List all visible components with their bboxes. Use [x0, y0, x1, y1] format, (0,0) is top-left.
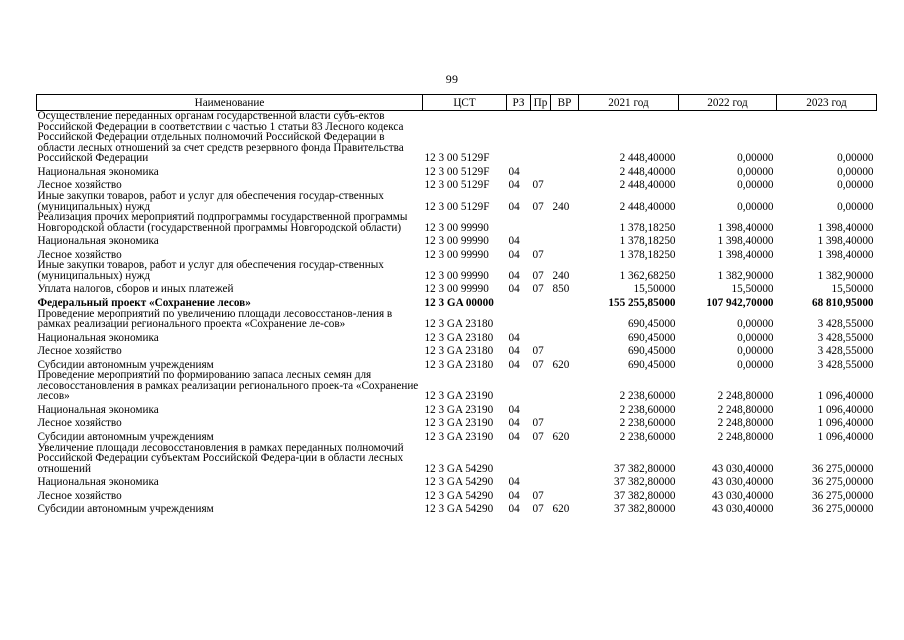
cell-2022: 2 248,80000 [717, 417, 774, 430]
cell-name: Субсидии автономным учреждениям [37, 358, 214, 371]
cell-2022: 1 382,90000 [717, 269, 774, 282]
cell-vr: 240 [552, 269, 570, 282]
cell-vr [551, 212, 579, 233]
cell-pr: 07 [532, 179, 544, 192]
cell-2021: 2 448,40000 [619, 152, 676, 165]
cell-rz [507, 212, 531, 233]
cell-2023: 15,50000 [831, 283, 874, 296]
cell-cst: 12 3 GA 23190 [424, 403, 494, 416]
cell-cst: 12 3 00 99990 [424, 283, 489, 296]
column-header-vr: ВР [551, 95, 579, 111]
cell-name: Лесное хозяйство [37, 345, 122, 358]
cell-2022: 1 398,40000 [717, 221, 774, 234]
cell-rz [507, 111, 531, 164]
cell-vr [551, 164, 579, 178]
cell-name: Проведение мероприятий по формированию запаса лесных семян для лесовосстановления в рамках реализации регионального проек-та «Сохранение лесов» [37, 369, 419, 403]
cell-name: Лесное хозяйство [37, 248, 122, 261]
cell-2022: 0,00000 [737, 152, 774, 165]
cell-2022: 2 248,80000 [717, 403, 774, 416]
cell-cst: 12 3 GA 23180 [424, 331, 494, 344]
cell-2022: 2 248,80000 [717, 430, 774, 443]
cell-name: Национальная экономика [37, 403, 159, 416]
cell-2021: 37 382,80000 [613, 476, 676, 489]
table-row [37, 295, 877, 309]
cell-name: Национальная экономика [37, 165, 159, 178]
column-header-2023: 2023 год [777, 95, 877, 111]
budget-table [36, 94, 877, 515]
cell-rz: 04 [508, 200, 520, 213]
table-row [37, 443, 877, 475]
cell-name: Национальная экономика [37, 235, 159, 248]
cell-pr: 07 [532, 430, 544, 443]
cell-rz: 04 [508, 331, 520, 344]
cell-pr: 07 [532, 248, 544, 261]
cell-2021: 37 382,80000 [613, 489, 676, 502]
page-number: 99 [445, 72, 459, 86]
cell-vr: 620 [552, 430, 570, 443]
cell-2023: 1 096,40000 [817, 430, 874, 443]
cell-2023: 1 398,40000 [817, 248, 874, 261]
table-row [37, 282, 877, 296]
cell-rz: 04 [508, 430, 520, 443]
column-header-2022: 2022 год [679, 95, 777, 111]
cell-2022: 0,00000 [737, 318, 774, 331]
cell-pr [531, 164, 551, 178]
cell-2023: 3 428,55000 [817, 345, 874, 358]
header-row [37, 95, 877, 111]
table-row [37, 474, 877, 488]
table-row [37, 488, 877, 502]
cell-cst: 12 3 GA 00000 [424, 296, 494, 309]
cell-2022: 2 248,80000 [717, 390, 774, 403]
cell-2022: 1 398,40000 [717, 248, 774, 261]
cell-2023: 0,00000 [837, 152, 874, 165]
cell-vr [551, 343, 579, 357]
cell-2023: 1 398,40000 [817, 235, 874, 248]
cell-pr [531, 330, 551, 344]
cell-name: Лесное хозяйство [37, 179, 122, 192]
cell-2021: 37 382,80000 [613, 462, 676, 475]
cell-2021: 690,45000 [627, 331, 676, 344]
cell-pr [531, 212, 551, 233]
cell-pr [531, 402, 551, 416]
cell-2021: 2 448,40000 [619, 179, 676, 192]
cell-pr [531, 233, 551, 247]
cell-2021: 2 448,40000 [619, 200, 676, 213]
cell-vr: 620 [552, 503, 570, 516]
cell-cst: 12 3 00 5129F [424, 200, 490, 213]
cell-2023: 1 382,90000 [817, 269, 874, 282]
cell-vr: 620 [552, 358, 570, 371]
cell-rz [507, 309, 531, 330]
cell-pr [531, 474, 551, 488]
cell-rz: 04 [508, 476, 520, 489]
cell-2021: 37 382,80000 [613, 503, 676, 516]
cell-rz [507, 295, 531, 309]
table-row [37, 233, 877, 247]
cell-vr [551, 370, 579, 402]
cell-cst: 12 3 GA 54290 [424, 503, 494, 516]
table-row [37, 260, 877, 281]
cell-2022: 43 030,40000 [711, 462, 774, 475]
cell-2021: 690,45000 [627, 358, 676, 371]
cell-2023: 1 398,40000 [817, 221, 874, 234]
cell-cst: 12 3 GA 23190 [424, 417, 494, 430]
cell-cst: 12 3 00 5129F [424, 165, 490, 178]
cell-name: Иные закупки товаров, работ и услуг для обеспечения государ-ственных (муниципальных) нужд [37, 189, 384, 213]
cell-2022: 15,50000 [731, 283, 774, 296]
cell-name: Субсидии автономным учреждениям [37, 430, 214, 443]
cell-2021: 1 378,18250 [619, 235, 676, 248]
cell-2023: 1 096,40000 [817, 403, 874, 416]
cell-pr [531, 295, 551, 309]
table-row [37, 501, 877, 515]
cell-rz: 04 [508, 283, 520, 296]
cell-cst: 12 3 GA 54290 [424, 476, 494, 489]
cell-2021: 2 238,60000 [619, 430, 676, 443]
cell-cst: 12 3 00 99990 [424, 248, 489, 261]
cell-rz: 04 [508, 345, 520, 358]
cell-vr [551, 443, 579, 475]
cell-2023: 36 275,00000 [811, 489, 874, 502]
cell-2021: 1 362,68250 [619, 269, 676, 282]
cell-rz: 04 [508, 417, 520, 430]
cell-rz: 04 [508, 403, 520, 416]
cell-pr: 07 [532, 503, 544, 516]
cell-name: Увеличение площади лесовосстановления в рамках переданных полномочий Российской Федерации субъектам Российской Федера-ции в области лесных отношений [37, 441, 404, 475]
cell-2023: 68 810,95000 [811, 296, 874, 309]
cell-name: Национальная экономика [37, 476, 159, 489]
cell-cst: 12 3 00 99990 [424, 235, 489, 248]
cell-rz: 04 [508, 235, 520, 248]
cell-2023: 3 428,55000 [817, 318, 874, 331]
cell-vr [551, 177, 579, 191]
cell-pr: 07 [532, 345, 544, 358]
cell-vr [551, 488, 579, 502]
cell-2023: 3 428,55000 [817, 331, 874, 344]
table-header [37, 95, 877, 111]
cell-pr: 07 [532, 269, 544, 282]
cell-2022: 1 398,40000 [717, 235, 774, 248]
cell-name: Иные закупки товаров, работ и услуг для обеспечения государ-ственных (муниципальных) нужд [37, 259, 384, 282]
cell-name: Осуществление переданных органам государственной власти субъ-ектов Российской Федерации в соответствии с частью 1 статьи 83 Лесного кодекса Российской Федерации отдельных полномочий Российской Федерации в области лесных отношений за счет средств резервного фонда Правительства Российской Федерации [37, 110, 404, 165]
cell-pr: 07 [532, 417, 544, 430]
cell-2021: 2 448,40000 [619, 165, 676, 178]
cell-vr [551, 402, 579, 416]
cell-vr [551, 474, 579, 488]
table-row [37, 111, 877, 164]
cell-2021: 1 378,18250 [619, 248, 676, 261]
table-row [37, 309, 877, 330]
cell-vr [551, 309, 579, 330]
cell-pr [531, 309, 551, 330]
cell-name: Субсидии автономным учреждениям [37, 503, 214, 516]
cell-2022: 43 030,40000 [711, 489, 774, 502]
cell-name: Проведение мероприятий по увеличению площади лесовосстанов-ления в рамках реализации регионального проекта «Сохранение ле-сов» [37, 307, 393, 331]
cell-rz: 04 [508, 489, 520, 502]
cell-vr [551, 295, 579, 309]
column-header-cst: ЦСТ [423, 95, 507, 111]
cell-pr: 07 [532, 358, 544, 371]
cell-name: Лесное хозяйство [37, 489, 122, 502]
cell-cst: 12 3 00 99990 [424, 269, 489, 282]
table-row [37, 343, 877, 357]
cell-name: Реализация прочих мероприятий подпрограммы государственной программы Новгородской области (государственной программы Новгородской области) [37, 211, 408, 234]
cell-2021: 15,50000 [633, 283, 676, 296]
cell-vr: 850 [552, 283, 570, 296]
cell-2023: 1 096,40000 [817, 417, 874, 430]
cell-pr [531, 370, 551, 402]
column-header-name: Наименование [37, 95, 423, 111]
cell-cst: 12 3 00 5129F [424, 179, 490, 192]
table-row [37, 429, 877, 443]
cell-vr [551, 416, 579, 430]
cell-2023: 0,00000 [837, 165, 874, 178]
cell-2022: 0,00000 [737, 165, 774, 178]
table-row [37, 357, 877, 371]
cell-2022: 43 030,40000 [711, 503, 774, 516]
cell-pr: 07 [532, 489, 544, 502]
cell-rz: 04 [508, 358, 520, 371]
cell-2022: 107 942,70000 [706, 296, 774, 309]
cell-2023: 0,00000 [837, 200, 874, 213]
column-header-2021: 2021 год [579, 95, 679, 111]
cell-2021: 690,45000 [627, 318, 676, 331]
table-row [37, 416, 877, 430]
cell-cst: 12 3 GA 23190 [424, 430, 494, 443]
cell-2021: 1 378,18250 [619, 221, 676, 234]
column-header-rz: РЗ [507, 95, 531, 111]
cell-vr [551, 330, 579, 344]
cell-2022: 0,00000 [737, 179, 774, 192]
cell-cst: 12 3 GA 23180 [424, 358, 494, 371]
cell-rz: 04 [508, 248, 520, 261]
cell-2022: 0,00000 [737, 345, 774, 358]
cell-2023: 1 096,40000 [817, 390, 874, 403]
cell-name: Лесное хозяйство [37, 417, 122, 430]
cell-2022: 43 030,40000 [711, 476, 774, 489]
cell-vr [551, 233, 579, 247]
cell-2022: 0,00000 [737, 200, 774, 213]
table-row [37, 370, 877, 402]
cell-2021: 155 255,85000 [608, 296, 676, 309]
cell-pr [531, 111, 551, 164]
table-row [37, 177, 877, 191]
cell-2021: 2 238,60000 [619, 403, 676, 416]
cell-rz [507, 443, 531, 475]
cell-cst: 12 3 GA 23180 [424, 318, 494, 331]
cell-2023: 3 428,55000 [817, 358, 874, 371]
cell-cst: 12 3 00 99990 [424, 221, 489, 234]
cell-rz [507, 370, 531, 402]
table-row [37, 330, 877, 344]
table-row [37, 164, 877, 178]
cell-rz: 04 [508, 503, 520, 516]
cell-2021: 2 238,60000 [619, 417, 676, 430]
cell-2021: 690,45000 [627, 345, 676, 358]
cell-name: Федеральный проект «Сохранение лесов» [37, 296, 251, 309]
table-body [37, 111, 877, 515]
table-row [37, 191, 877, 212]
table-row [37, 402, 877, 416]
cell-rz: 04 [508, 165, 520, 178]
cell-2023: 36 275,00000 [811, 462, 874, 475]
cell-vr [551, 111, 579, 164]
cell-name: Национальная экономика [37, 331, 159, 344]
cell-cst: 12 3 GA 54290 [424, 462, 494, 475]
cell-2022: 0,00000 [737, 331, 774, 344]
cell-cst: 12 3 GA 54290 [424, 489, 494, 502]
cell-cst: 12 3 GA 23180 [424, 345, 494, 358]
cell-rz: 04 [508, 179, 520, 192]
cell-pr: 07 [532, 200, 544, 213]
cell-cst: 12 3 GA 23190 [424, 390, 494, 403]
table-row [37, 247, 877, 261]
cell-2023: 36 275,00000 [811, 476, 874, 489]
cell-2023: 36 275,00000 [811, 503, 874, 516]
cell-pr: 07 [532, 283, 544, 296]
cell-2021: 2 238,60000 [619, 390, 676, 403]
cell-vr [551, 247, 579, 261]
cell-cst: 12 3 00 5129F [424, 152, 490, 165]
column-header-pr: Пр [531, 95, 551, 111]
cell-2023: 0,00000 [837, 179, 874, 192]
cell-2022: 0,00000 [737, 358, 774, 371]
cell-name: Уплата налогов, сборов и иных платежей [37, 283, 234, 296]
cell-vr: 240 [552, 200, 570, 213]
cell-pr [531, 443, 551, 475]
table-row [37, 212, 877, 233]
cell-rz: 04 [508, 269, 520, 282]
